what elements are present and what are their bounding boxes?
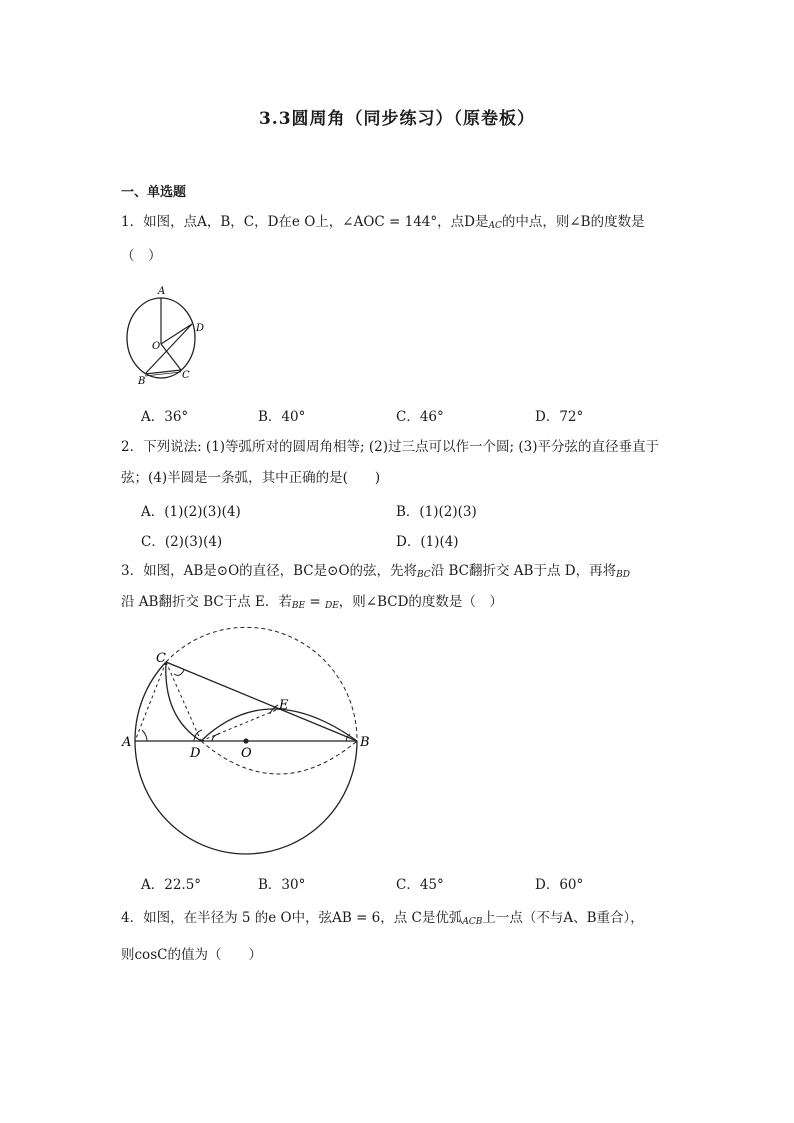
page-title: 3.3圆周角（同步练习）（原卷板） — [258, 109, 536, 129]
q3-angle-mark-d2 — [212, 734, 219, 741]
q3-text-d: ，则∠BCD的度数是（ ） — [338, 594, 503, 610]
q3-eq: = — [305, 594, 325, 610]
q3-arc-de: DE — [325, 601, 339, 611]
q3-center-point — [243, 738, 248, 743]
q3-option-a[interactable]: A．22.5° — [141, 877, 202, 893]
q4-text-a: 4．如图，在半径为 5 的e O中，弦AB = 6，点 C是优弧 — [121, 910, 463, 926]
q1-option-a[interactable]: A．36° — [141, 409, 189, 425]
q3-text-b: 沿 BC翻折交 AB于点 D，再将 — [430, 563, 617, 579]
question-1-bracket: （ ） — [121, 248, 162, 264]
q3-label-A: A — [122, 735, 132, 750]
question-2-line-1: 2．下列说法: (1)等弧所对的圆周角相等; (2)过三点可以作一个圆; (3)平分弦的直径垂直于 — [121, 439, 659, 455]
q1-label-B: B — [138, 376, 146, 387]
q1-label-C: C — [182, 370, 190, 381]
q3-label-B: B — [360, 735, 370, 750]
q3-chord-cb — [166, 662, 357, 741]
q3-option-b[interactable]: B．30° — [258, 877, 306, 893]
question-4-line-2: 则cosC的值为（ ） — [121, 947, 262, 963]
q3-angle-mark-c — [174, 670, 184, 675]
q3-angle-mark-a — [142, 730, 147, 741]
q3-arc-bc: BC — [417, 570, 431, 580]
q3-option-c[interactable]: C．45° — [396, 877, 444, 893]
q3-dashed-ca — [135, 662, 166, 741]
question-2-line-2: 弦；(4)半圆是一条弧，其中正确的是( ) — [121, 470, 381, 486]
q3-label-C: C — [156, 651, 166, 666]
q3-label-E: E — [279, 698, 289, 713]
q1-option-d[interactable]: D．72° — [535, 409, 584, 425]
q1-figure — [118, 282, 218, 388]
q3-figure — [118, 622, 380, 864]
q1-text-a: 1．如图，点A，B，C，D在e O上，∠AOC = 144°，点D是 — [121, 214, 489, 230]
q3-dashed-arc-db — [201, 741, 357, 774]
q2-option-a[interactable]: A．(1)(2)(3)(4) — [141, 504, 241, 520]
q1-label-A: A — [158, 286, 166, 297]
q1-segment-BC — [145, 370, 181, 374]
q1-label-O: O — [152, 341, 161, 352]
q3-label-D: D — [190, 746, 201, 761]
q3-arc-bd: BD — [616, 570, 630, 580]
q3-text-c: 沿 AB翻折交 BC于点 E．若 — [121, 594, 292, 610]
q1-arc-label: AC — [488, 221, 502, 231]
q2-option-c[interactable]: C．(2)(3)(4) — [141, 534, 223, 550]
q1-option-c[interactable]: C．46° — [396, 409, 444, 425]
q2-option-d[interactable]: D．(1)(4) — [396, 534, 459, 550]
q1-segment-OC — [161, 344, 181, 370]
question-1-stem — [121, 212, 645, 234]
question-3-line-1 — [121, 561, 630, 583]
q3-dashed-de — [201, 708, 281, 741]
q3-folded-arc-deb — [201, 709, 357, 741]
q3-text-a: 3．如图，AB是⊙O的直径，BC是⊙O的弦，先将 — [121, 563, 418, 579]
q1-label-D: D — [196, 323, 205, 334]
q3-arc-be: BE — [291, 601, 306, 611]
section-heading: 一、单选题 — [121, 185, 187, 200]
q3-option-d[interactable]: D．60° — [535, 877, 584, 893]
q2-option-b[interactable]: B．(1)(2)(3) — [396, 504, 477, 520]
question-3-line-2 — [121, 592, 503, 614]
q1-option-b[interactable]: B．40° — [258, 409, 306, 425]
q3-label-O: O — [241, 746, 252, 761]
question-4-line-1 — [121, 908, 644, 930]
q4-text-b: 上一点（不与A、B重合）， — [482, 910, 644, 926]
q4-arc-acb: ACB — [462, 917, 483, 927]
q1-text-b: 的中点，则∠B的度数是 — [501, 214, 645, 230]
